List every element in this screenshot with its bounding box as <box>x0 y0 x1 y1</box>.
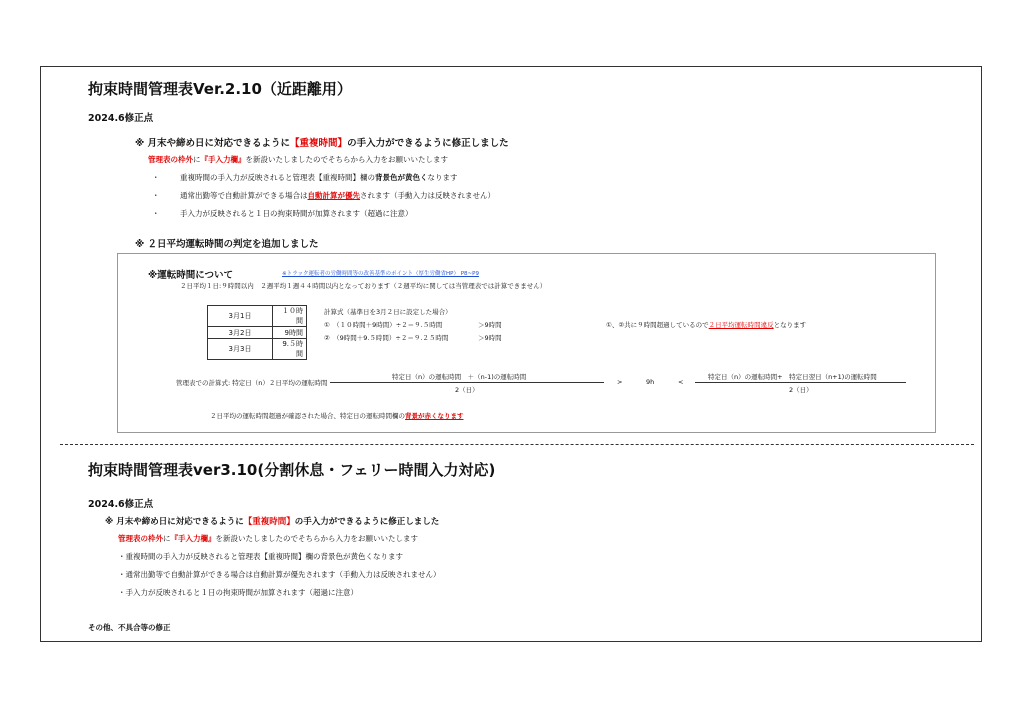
greater-than: > <box>617 378 623 386</box>
highlight-auto-calc: 自動計算が優先 <box>307 191 360 200</box>
value-cell: 9時間 <box>273 327 307 339</box>
calc-title: 計算式（基準日を3月２日に設定した場合） <box>324 308 452 316</box>
table-row <box>208 327 307 339</box>
formula-label: 管理表での計算式: 特定日（n）２日平均の運転時間 <box>176 379 328 387</box>
highlight-outside: 管理表の枠外 <box>148 155 193 164</box>
note-text: の手入力ができるように修正しました <box>347 138 509 149</box>
text: に <box>193 155 201 164</box>
table-row <box>208 306 307 327</box>
highlight-input-field: 『手入力欄』 <box>200 155 246 164</box>
value-cell: １０時間 <box>273 306 307 327</box>
section1-bullet3: 手入力が反映されると１日の拘束時間が加算されます（超過に注意） <box>180 209 413 218</box>
text: を新設いたしましたのでそちらから入力をお願いいたします <box>215 534 418 543</box>
text: 重複時間の手入力が反映されると管理表【重複時間】欄の <box>180 173 375 182</box>
bullet: ・ <box>152 209 160 218</box>
highlight-input-field: 『手入力欄』 <box>170 534 216 543</box>
highlight-outside: 管理表の枠外 <box>118 534 163 543</box>
formula-denominator-2: 2（日） <box>789 386 813 394</box>
note-text: の手入力ができるように修正しました <box>294 517 440 527</box>
bold-text: 背景色が黄色く <box>375 173 428 182</box>
section2-bullet2: ・通常出勤等で自動計算ができる場合は自動計算が優先されます（手動入力は反映されません） <box>118 570 441 579</box>
fraction-line-1 <box>330 382 604 383</box>
other-fixes: その他、不具合等の修正 <box>88 623 171 632</box>
calc-2-result: ＞9時間 <box>478 334 502 342</box>
section1-line2 <box>148 154 448 165</box>
note-text: ※ 月末や締め日に対応できるように <box>105 517 244 527</box>
conclusion <box>606 320 806 329</box>
text: されます（手動入力は反映されません） <box>360 191 495 200</box>
text: に <box>163 534 171 543</box>
section2-note1 <box>105 515 439 527</box>
example-table <box>207 305 307 360</box>
section2-revision: 2024.6修正点 <box>88 499 154 510</box>
text: 通常出勤等で自動計算ができる場合は <box>180 191 308 200</box>
formula-numerator-2: 特定日（n）の運転時間+ 特定日翌日（n+1)の運転時間 <box>708 373 877 381</box>
reference-link[interactable]: ※トラック運転者の労働時間等の改善基準のポイント（厚生労働省HP） P8~P9 <box>282 271 479 277</box>
calc-2: ② （9時間＋9.５時間）÷２＝９.２５時間 <box>324 334 449 342</box>
text: ２日平均の運転時間超過が確認された場合、特定日の運転時間欄の <box>210 412 405 420</box>
text: なります <box>427 173 458 182</box>
table-row <box>208 339 307 360</box>
less-than: < <box>678 378 684 386</box>
formula-numerator-1: 特定日（n）の運転時間 ＋（n-1)の運転時間 <box>392 373 527 381</box>
box-heading: ※運転時間について <box>148 270 234 281</box>
text: となります <box>773 321 807 329</box>
formula-denominator-1: 2（日） <box>455 386 479 394</box>
date-cell: 3月1日 <box>208 306 273 327</box>
fraction-line-2 <box>695 382 906 383</box>
nine-hours: 9h <box>646 378 655 386</box>
section1-bullet1 <box>180 172 458 183</box>
section1-title: 拘束時間管理表Ver.2.10（近距離用） <box>88 80 352 98</box>
value-cell: 9.５時間 <box>273 339 307 360</box>
box-rule: ２日平均１日:９時間以内 ２週平均１週４４時間以内となっております（２週平均に関しては当管理表では計算できません） <box>180 282 547 290</box>
date-cell: 3月3日 <box>208 339 273 360</box>
bullet: ・ <box>152 191 160 200</box>
section1-revision: 2024.6修正点 <box>88 113 154 124</box>
section2-bullet1: ・重複時間の手入力が反映されると管理表【重複時間】欄の背景色が黄色くなります <box>118 552 403 561</box>
dashed-divider <box>60 444 974 445</box>
bullet: ・ <box>152 173 160 182</box>
section1-bullet2 <box>180 190 495 201</box>
box-bottom-note <box>210 411 464 420</box>
section1-note2: ※ ２日平均運転時間の判定を追加しました <box>135 239 319 250</box>
calc-1: ① （１０時間＋9時間）÷２＝９.５時間 <box>324 321 443 329</box>
section1-note1 <box>135 135 509 149</box>
section2-bullet3: ・手入力が反映されると１日の拘束時間が加算されます（超過に注意） <box>118 588 358 597</box>
section2-title: 拘束時間管理表ver3.10(分割休息・フェリー時間入力対応) <box>88 461 496 479</box>
text: を新設いたしましたのでそちらから入力をお願いいたします <box>245 155 448 164</box>
date-cell: 3月2日 <box>208 327 273 339</box>
violation-text: ２日平均運転時間違反 <box>708 321 774 329</box>
note-highlight: 【重複時間】 <box>290 138 348 149</box>
red-background-text: 背景が赤くなります <box>405 412 464 420</box>
section2-line2 <box>118 533 418 544</box>
calc-1-result: ＞9時間 <box>478 321 502 329</box>
note-highlight: 【重複時間】 <box>243 517 295 527</box>
note-text: ※ 月末や締め日に対応できるように <box>135 138 291 149</box>
text: ①、②共に９時間超過しているので <box>606 321 709 329</box>
